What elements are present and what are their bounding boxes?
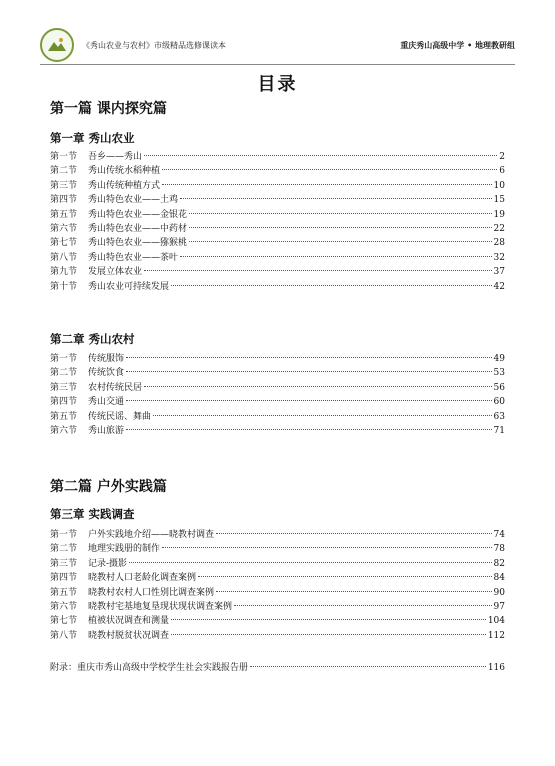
section-name: 户外实践地介绍——晓教村调查 [88,530,215,540]
toc-entry[interactable] [50,424,505,438]
leader-dots [171,634,486,635]
section-number: 第二节 [50,368,78,379]
toc-entry[interactable] [50,222,505,236]
toc-entry[interactable] [50,586,505,600]
page-number: 104 [487,616,505,627]
page-number: 56 [493,382,505,393]
section-number: 第三节 [50,382,78,393]
section-name: 晓教村农村人口性别比调查案例 [88,587,215,598]
part-title: 第二篇 户外实践篇 [50,479,167,495]
section-number: 第五节 [50,587,78,598]
leader-dots [162,169,497,170]
leader-dots [216,591,492,592]
section-name: 晓教村人口老龄化调查案例 [88,573,197,584]
section-number: 第八节 [50,630,78,641]
page-number: 97 [493,601,505,612]
leader-dots [126,400,492,401]
appendix-page: 116 [487,663,505,673]
section-number: 第八节 [50,252,78,263]
leader-dots [189,241,492,242]
toc-entry[interactable] [50,600,505,614]
section-name: 秀山旅游 [88,425,125,436]
leader-dots [180,256,492,257]
toc-entry[interactable] [50,179,505,193]
section-number: 第六节 [50,601,78,612]
leader-dots [129,562,492,563]
section-number: 第七节 [50,616,78,627]
section-number: 第六节 [50,223,78,234]
page-number: 42 [493,281,505,292]
section-name: 传统饮食 [88,368,125,379]
page-number: 19 [493,209,505,220]
leader-dots [144,270,492,271]
page-number: 22 [493,223,505,234]
page-number: 74 [493,530,505,540]
leader-dots [162,184,492,185]
toc-entry[interactable] [50,410,505,424]
page-number: 10 [493,180,505,191]
section-number: 第二节 [50,166,78,177]
leader-dots [189,213,492,214]
toc-list [50,150,505,294]
page-number: 6 [499,166,505,177]
section-name: 秀山交通 [88,397,125,408]
toc-entry[interactable] [50,265,505,279]
page-number: 15 [493,195,505,206]
toc-entry[interactable] [50,629,505,643]
toc-list [50,352,505,438]
page-number: 2 [499,152,505,162]
toc-entry[interactable] [50,280,505,294]
leader-dots [171,285,492,286]
leader-dots [250,666,486,667]
toc-entry[interactable] [50,352,505,366]
leader-dots [216,533,492,534]
toc-entry[interactable] [50,164,505,178]
page-number: 112 [487,630,505,641]
section-name: 秀山传统种植方式 [88,180,161,191]
section-name: 秀山传统水稻种植 [88,166,161,177]
school-logo [40,28,74,62]
section-name: 地理实践册的制作 [88,544,161,555]
leader-dots [162,547,492,548]
leader-dots [171,619,486,620]
toc-entry[interactable] [50,381,505,395]
page-number: 63 [493,411,505,422]
section-number: 第一节 [50,530,78,540]
section-number: 第四节 [50,195,78,206]
page-number: 53 [493,368,505,379]
section-number: 第三节 [50,180,78,191]
section-number: 第四节 [50,397,78,408]
toc-entry[interactable] [50,150,505,164]
page-number: 90 [493,587,505,598]
section-name: 秀山特色农业——中药材 [88,223,188,234]
school-name: 重庆秀山高级中学 • 地理教研组 [400,40,515,50]
section-name: 发展立体农业 [88,267,143,278]
section-number: 第五节 [50,411,78,422]
toc-entry[interactable] [50,236,505,250]
section-name: 传统民谣、舞曲 [88,411,152,422]
appendix-label: 附录： [50,663,78,673]
section-name: 秀山特色农业——金银花 [88,209,188,220]
leader-dots [126,357,492,358]
section-number: 第五节 [50,209,78,220]
section-name: 秀山特色农业——猕猴桃 [88,238,188,249]
section-number: 第九节 [50,267,78,278]
leader-dots [198,576,492,577]
toc-entry[interactable] [50,193,505,207]
section-name: 植被状况调查和测量 [88,616,170,627]
chapter-title: 第一章 秀山农业 [50,131,135,145]
toc-entry[interactable] [50,395,505,409]
part-title: 第一篇 课内探究篇 [50,101,167,117]
section-number: 第七节 [50,238,78,249]
header-rule [40,64,515,65]
section-name: 秀山农业可持续发展 [88,281,170,292]
section-name: 传统服饰 [88,354,125,364]
mountain-icon [46,34,68,56]
page-number: 71 [493,425,505,436]
leader-dots [153,415,492,416]
section-number: 第三节 [50,558,78,569]
section-number: 第一节 [50,152,78,162]
page-number: 60 [493,397,505,408]
page-title: 目录 [257,74,298,95]
toc-entry[interactable] [50,557,505,571]
appendix-name: 重庆市秀山高级中学校学生社会实践报告册 [77,663,249,673]
page-number: 37 [493,267,505,278]
section-name: 记录-摄影 [88,558,128,569]
page-number: 49 [493,354,505,364]
section-number: 第四节 [50,573,78,584]
section-name: 晓教村宅基地复垦现状现状调查案例 [88,601,233,612]
leader-dots [189,227,492,228]
chapter-title: 第三章 实践调查 [50,507,135,521]
leader-dots [126,429,492,430]
page-number: 84 [493,573,505,584]
toc-entry[interactable] [50,366,505,380]
toc-entry[interactable] [50,571,505,585]
section-number: 第二节 [50,544,78,555]
leader-dots [144,386,492,387]
leader-dots [144,155,497,156]
section-name: 秀山特色农业——茶叶 [88,252,179,263]
toc-list [50,528,505,643]
page-header [40,28,515,62]
book-title: 《秀山农业与农村》市级精品选修课读本 [82,40,226,50]
section-name: 吾乡——秀山 [88,152,143,162]
page-number: 28 [493,238,505,249]
toc-entry[interactable] [50,251,505,265]
page-number: 32 [493,252,505,263]
toc-entry[interactable] [50,542,505,556]
section-number: 第一节 [50,354,78,364]
section-number: 第十节 [50,281,78,292]
leader-dots [126,371,492,372]
section-name: 晓教村脱贫状况调查 [88,630,170,641]
toc-entry[interactable] [50,528,505,542]
section-name: 秀山特色农业——土鸡 [88,195,179,206]
toc-entry[interactable] [50,614,505,628]
toc-entry[interactable] [50,208,505,222]
leader-dots [234,605,492,606]
page-number: 78 [493,544,505,555]
chapter-title: 第二章 秀山农村 [50,332,135,346]
section-number: 第六节 [50,425,78,436]
section-name: 农村传统民居 [88,382,143,393]
appendix-entry[interactable] [50,660,505,673]
page-number: 82 [493,558,505,569]
leader-dots [180,198,492,199]
